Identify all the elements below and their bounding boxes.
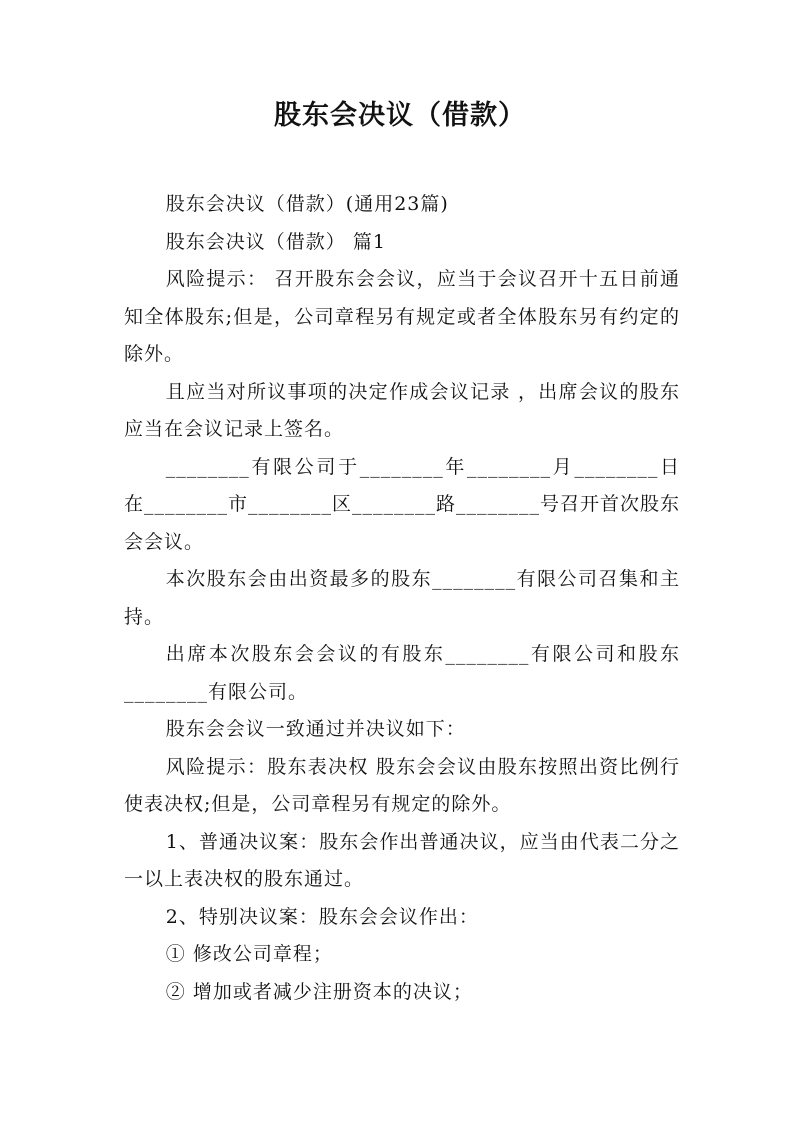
meeting-info-paragraph: ________有限公司于________年________月________日在________市________区________路________号召开首次股东会会议。 (124, 455, 681, 553)
risk-notice-paragraph: 风险提示： 召开股东会会议，应当于会议召开十五日前通知全体股东;但是，公司章程另有规定或者全体股东另有约定的除外。 (124, 268, 680, 365)
ordinary-resolution-paragraph: 1、普通决议案：股东会作出普通决议，应当由代表二分之一以上表决权的股东通过。 (124, 830, 680, 890)
resolution-intro-paragraph: 股东会会议一致通过并决议如下： (165, 718, 466, 740)
document-body (124, 186, 680, 1011)
section-heading: 股东会决议（借款） 篇1 (165, 230, 386, 253)
voting-rights-paragraph: 风险提示：股东表决权 股东会会议由股东按照出资比例行使表决权;但是，公司章程另有规定的除外。 (124, 755, 680, 815)
subtitle-paragraph: 股东会决议（借款）(通用23篇) (165, 193, 449, 215)
special-resolution-paragraph: 2、特别决议案：股东会会议作出： (165, 905, 479, 928)
attendees-paragraph: 出席本次股东会会议的有股东________有限公司和股东________有限公司。 (124, 643, 680, 703)
list-item: ② 增加或者减少注册资本的决议； (165, 980, 473, 1003)
document-title: 股东会决议（借款） (274, 100, 526, 131)
minutes-paragraph: 且应当对所议事项的决定作成会议记录 ，出席会议的股东应当在会议记录上签名。 (124, 380, 680, 440)
convener-paragraph: 本次股东会由出资最多的股东________有限公司召集和主持。 (124, 568, 680, 628)
list-item: ① 修改公司章程； (165, 943, 333, 965)
